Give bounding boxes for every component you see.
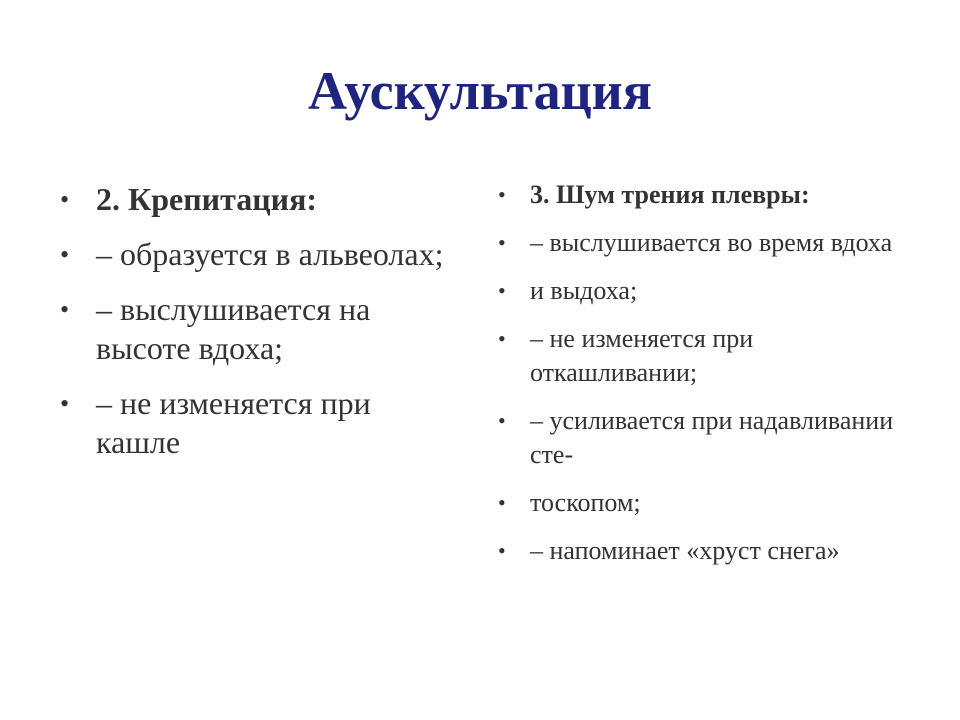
list-item-text: тоскопом; [530,488,641,517]
bullet-icon: • [498,230,506,255]
list-item-text: и выдоха; [530,276,638,305]
bullet-icon: • [498,182,506,207]
bullet-icon: • [60,295,70,324]
list-item [498,534,910,568]
list-item [498,486,910,520]
left-bullet-list [60,180,446,478]
bullet-icon: • [498,326,506,351]
list-item-text: – выслушивается во время вдоха [530,228,893,257]
list-item-text: – не изменяется при кашле [96,385,371,460]
list-item [498,274,910,308]
list-item-text: – напоминает «хруст снега» [530,536,840,565]
slide-title: Аускультация [307,61,653,121]
bullet-icon: • [498,278,506,303]
list-item [498,226,910,260]
bullet-icon: • [498,408,506,433]
list-item [60,290,446,368]
list-item-text: – выслушивается на высоте вдоха; [96,291,371,366]
list-item-text: – образуется в альвеолах; [96,236,444,272]
list-item [498,322,910,390]
list-item [60,384,446,462]
bullet-icon: • [60,389,70,418]
list-item-text: – усиливается при надавливании сте- [530,406,894,469]
list-item-text: – не изменяется при откашливании; [530,324,754,387]
list-item-text: 2. Крепитация: [96,181,318,217]
list-item [498,178,910,212]
list-item-text: 3. Шум трения плевры: [530,180,810,209]
list-item [60,235,446,274]
bullet-icon: • [498,538,506,563]
bullet-icon: • [60,185,70,214]
list-item [60,180,446,219]
list-item [498,404,910,472]
bullet-icon: • [498,490,506,515]
bullet-icon: • [60,240,70,269]
right-bullet-list [498,178,910,582]
